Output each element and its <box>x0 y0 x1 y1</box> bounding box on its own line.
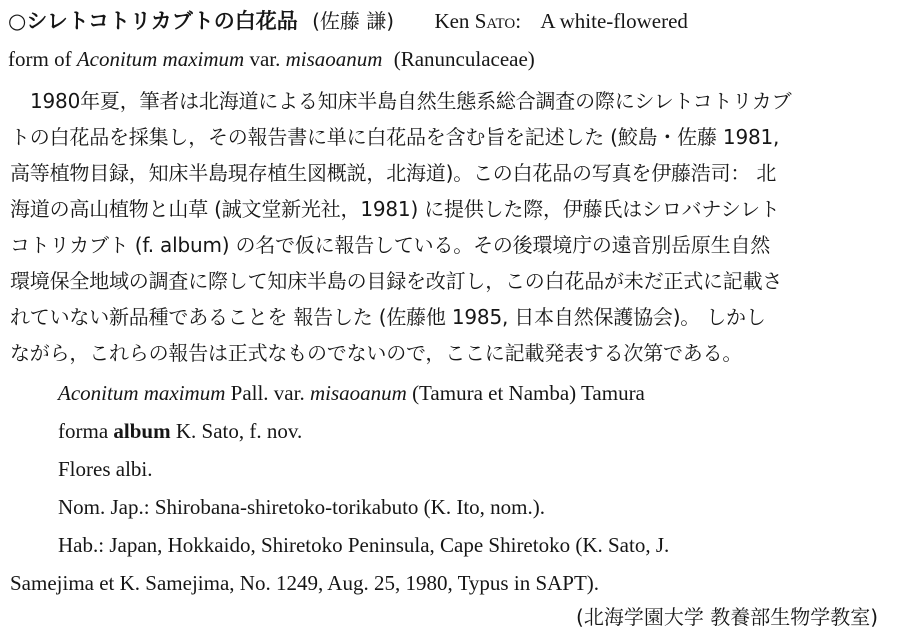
variety-author: (Tamura et Namba) Tamura <box>412 381 645 405</box>
habitat-line-2: Samejima et K. Samejima, No. 1249, Aug. 25, 1980, Typus in SAPT). <box>10 571 600 595</box>
forma-line <box>58 418 302 444</box>
forma-author: K. Sato, f. nov. <box>175 419 303 443</box>
body-line-6: 環境保全地域の調査に際して知床半島の目録を改訂し，この白花品が未だ正式に記載さ <box>10 269 783 293</box>
author-affiliation: (北海学園大学 教養部生物学教室) <box>576 605 878 629</box>
japanese-name-line: Nom. Jap.: Shirobana-shiretoko-torikabuto (K. Ito, nom.). <box>58 495 545 519</box>
body-line-1: 1980年夏，筆者は北海道による知床半島自然生態系総合調査の際にシレトコトリカブ <box>30 89 792 113</box>
body-line-7: れていない新品種であることを 報告した (佐藤他 1985, 日本自然保護協会)。 しかし <box>10 305 766 329</box>
article-title-line-1 <box>8 8 688 34</box>
body-line-2: トの白花品を採集し，その報告書に単に白花品を含む旨を記述した (鮫島・佐藤 1981, <box>10 125 780 149</box>
title-variety-name: misaoanum <box>285 47 383 71</box>
forma-label: forma <box>58 419 109 443</box>
scientific-name-line <box>58 380 645 406</box>
title-author-japanese: (佐藤 謙) <box>312 9 395 33</box>
title-japanese: ○シレトコトリカブトの白花品 <box>8 9 298 33</box>
title-colon: : <box>515 9 522 33</box>
species-author: Pall. var. <box>230 381 305 405</box>
body-line-3: 高等植物目録，知床半島現存植生図概説，北海道)。この白花品の写真を伊藤浩司： 北 <box>10 161 777 185</box>
forma-name: album <box>113 419 171 443</box>
author-family-name: Sato <box>474 9 516 33</box>
flores-line: Flores albi. <box>58 457 153 481</box>
genus-species-name: Aconitum maximum <box>58 381 226 405</box>
author-given-name: Ken <box>434 9 470 33</box>
title-author-english <box>434 9 526 33</box>
article-title-line-2 <box>8 46 535 72</box>
body-line-4: 海道の高山植物と山草 (誠文堂新光社，1981) に提供した際，伊藤氏はシロバナシレト <box>10 197 780 221</box>
title-var-label: var. <box>249 47 281 71</box>
title-english-form-of: form of <box>8 47 72 71</box>
habitat-line-1: Hab.: Japan, Hokkaido, Shiretoko Peninsula, Cape Shiretoko (K. Sato, J. <box>58 533 670 557</box>
variety-epithet: misaoanum <box>309 381 407 405</box>
title-family-name: (Ranunculaceae) <box>393 47 535 71</box>
body-line-5: コトリカブト (f. album) の名で仮に報告している。その後環境庁の遠音別岳原生自然 <box>10 233 771 257</box>
title-species-name: Aconitum maximum <box>76 47 245 71</box>
title-english-part-1: A white-flowered <box>540 9 688 33</box>
body-line-8: ながら，これらの報告は正式なものでないので，ここに記載発表する次第である。 <box>10 341 743 365</box>
